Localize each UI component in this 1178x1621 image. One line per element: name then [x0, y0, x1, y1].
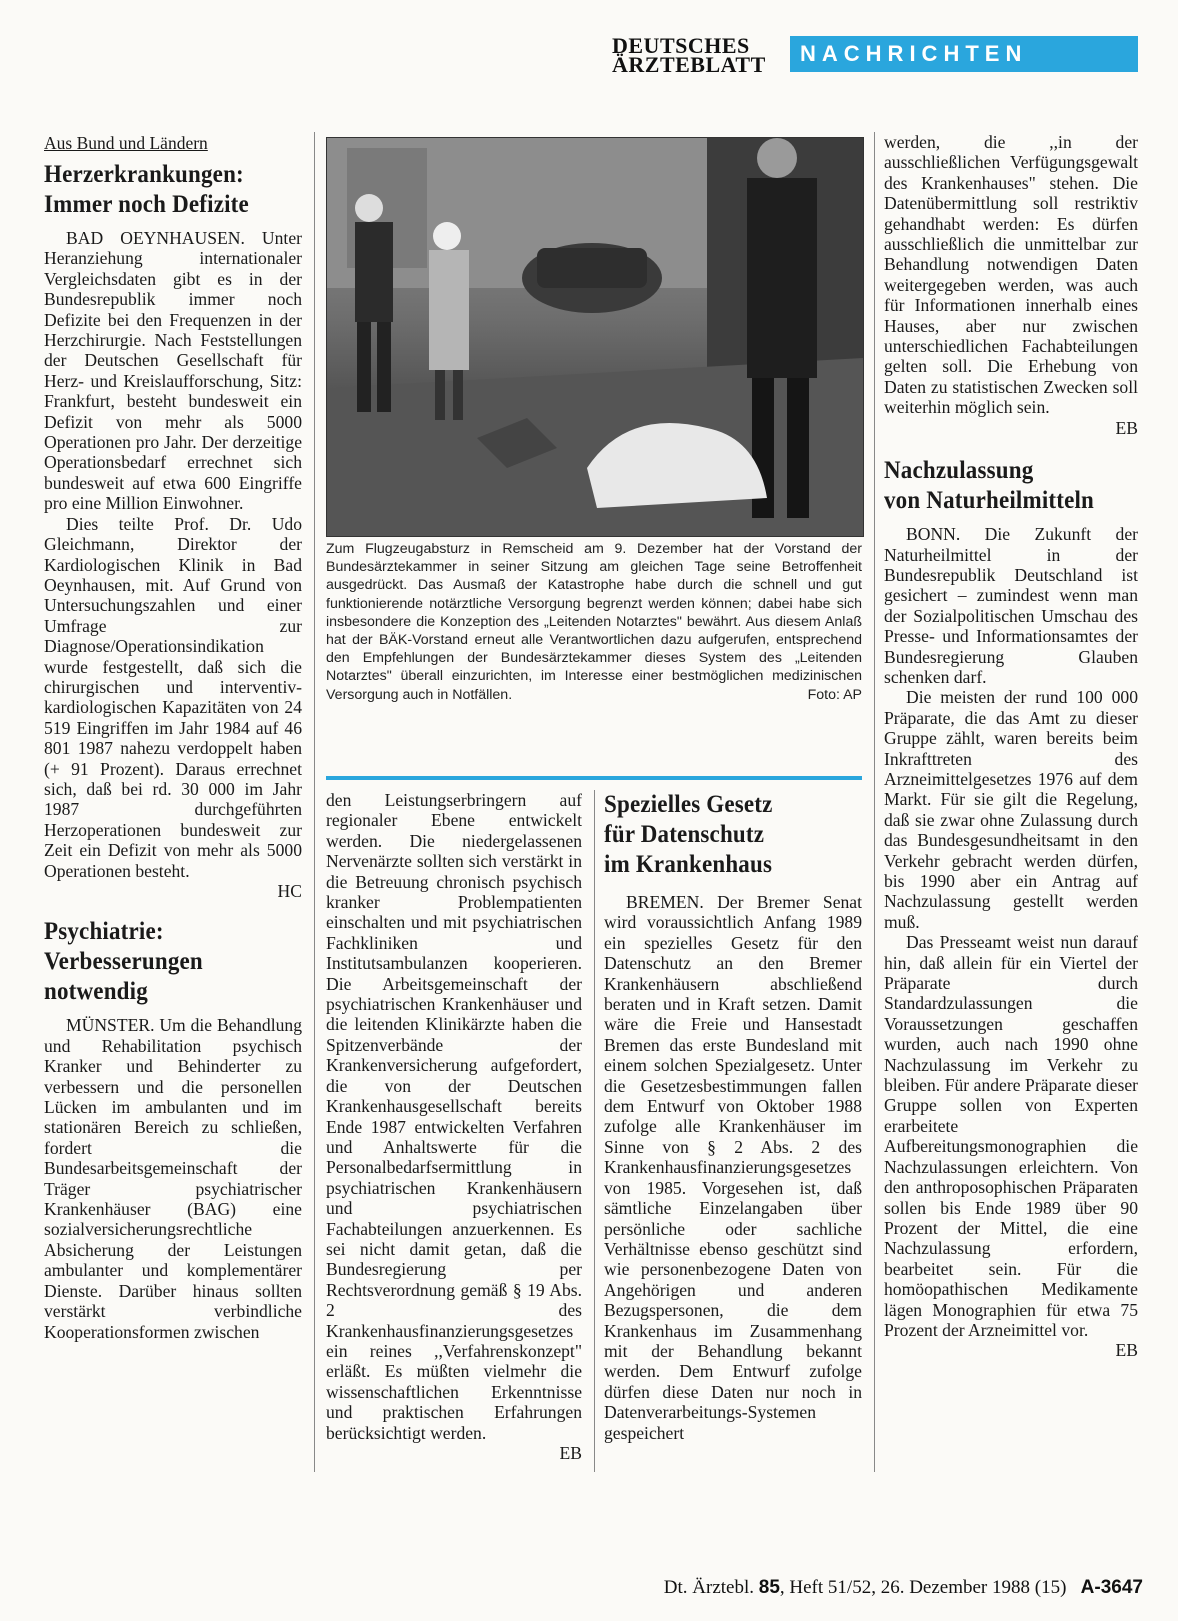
author-sign: HC: [277, 881, 302, 901]
kicker: Aus Bund und Ländern: [44, 133, 208, 153]
photo-illustration: [327, 138, 863, 536]
headline-line: für Datenschutz: [604, 821, 765, 848]
headline-line: Nachzulassung: [884, 457, 1034, 485]
author-sign: EB: [559, 1443, 582, 1463]
headline-line: von Naturheilmitteln: [884, 487, 1095, 515]
caption-text: Zum Flugzeugabsturz in Remscheid am 9. Dezember hat der Vorstand der Bundesärztekammer in seiner Sitzung am gleichen Tage seine Betroffenheit ausgedrückt. Das Ausmaß der Katastrophe habe durch die schnell und gut funktionierende notärztliche Versorgung begrenzt werden können; dabei habe sich insbesondere die Konzeption des „Leitenden Notarztes" bewährt. Aus diesem Anlaß hat der BÄK-Vorstand erneut alle Verantwortlichen dazu aufgerufen, entsprechend den Empfehlungen der Bundesärztekammer dieses System des „Leitenden Notarztes" überall einzurichten, im Interesse einer bestmöglichen medizinischen Versorgung auch in Notfällen.: [326, 541, 862, 703]
article-paragraph: werden, die ,,in der ausschließlichen Verfügungsgewalt des Krankenhauses" stehen. Die Datenübermittlung soll restriktiv gehandhabt werden: Es dürfen ausschließlich die unmittelbar zur Behandlung notwendigen Daten weitergegeben werden, was auch für Informationen innerhalb eines Hauses, aber nur zwischen unterschiedlichen Fachabteilungen gelten soll. Die Erhebung von Daten zu statistischen Zwecken soll weiterhin möglich sein.: [884, 132, 1138, 418]
headline-line: Herzerkrankungen:: [44, 161, 244, 188]
column-divider: [874, 132, 875, 1472]
article-paragraph: BONN. Die Zukunft der Naturheilmittel in der Bundesrepublik Deutschland ist gesichert – zumindest wenn man der Sozialpolitischen Umschau des Presse- und Informationsamtes der Bundesregierung Glauben schenken darf.: [884, 524, 1138, 687]
headline-line: Verbesserungen: [44, 948, 203, 976]
photo-caption: [326, 540, 862, 704]
article-paragraph: Dies teilte Prof. Dr. Udo Gleichmann, Direktor der Kardiologischen Klinik in Bad Oeynhausen, mit. Auf Grund von Untersuchungszahlen und einer Umfrage zur Diagnose/Operationsindikation wurde festgestellt, daß sich die chirurgischen und interventiv-kardiologischen Kapazitäten von 24 519 Eingriffen im Jahr 1984 auf 46 801 1987 nahezu verdoppelt haben (+ 91 Prozent). Daraus errechnet sich, daß bei rd. 30 000 im Jahr 1987 durchgeführten Herzoperationen bundesweit zur Zeit ein Defizit von mehr als 5000 Operationen besteht.: [44, 513, 302, 881]
headline-line: Spezielles Gesetz: [604, 791, 773, 818]
article-paragraph: MÜNSTER. Um die Behandlung und Rehabilitation psychisch Kranker und Behinderter zu verbessern und die personellen Lücken im ambulanten und im stationären Bereich zu schließen, fordert die Bundesarbeitsgemeinschaft der Träger psychiatrischer Krankenhäuser (BAG) eine sozialversicherungsrechtliche Absicherung der Leistungen ambulanter und komplementärer Dienste. Darüber hinaus sollten verstärkt verbindliche Kooperationsformen zwischen: [44, 1015, 302, 1342]
headline-line: Immer noch Defizite: [44, 191, 249, 218]
column-1: [44, 132, 302, 1342]
headline-psychiatrie: [44, 917, 281, 1007]
column-divider: [594, 790, 595, 1472]
headline-line: im Krankenhaus: [604, 851, 773, 878]
headline-herzerkrankungen: [44, 160, 281, 220]
article-paragraph: den Leistungserbringern auf regionaler Ebene entwickelt werden. Die niedergelassenen Nervenärzte sollten sich verstärkt in die Betreuung chronisch psychisch kranker Problempatienten einschalten und mit psychiatrischen Fachkliniken und Institutsambulanzen kooperieren. Die Arbeitsgemeinschaft der psychiatrischen Krankenhäuser und die leitenden Klinikärzte haben die Spitzenverbände der Krankenversicherung aufgefordert, die von der Deutschen Krankenhausgesellschaft bereits Ende 1987 entwickelten Verfahren und Anhaltswerte für die Personalbedarfsermittlung in psychiatrischen Krankenhäusern und psychiatrischen Fachabteilungen anzuerkennen. Es sei nicht damit getan, daß die Bundesregierung per Rechtsverordnung gemäß § 19 Abs. 2 des Krankenhausfinanzierungsgesetzes ein reines ,,Verfahrenskonzept" erläßt. Es müßten vielmehr die wissenschaftlichen Erkenntnisse und praktischen Erfahrungen berücksichtigt werden.: [326, 790, 582, 1443]
column-4: [884, 132, 1138, 1361]
photo-credit: Foto: AP: [807, 686, 862, 703]
article-paragraph: Das Presseamt weist nun darauf hin, daß allein für ein Viertel der Präparate durch Standardzulassungen die Voraussetzungen geschaffen wurden, auch nach 1990 ohne Nachzulassung im Verkehr zu bleiben. Für andere Präparate dieser Gruppe sollen von Experten erarbeitete Aufbereitungsmonographien die Nachzulassungen erleichtern. Von den anthroposophischen Präparaten sollen bis Ende 1989 über 90 Prozent der Mittel, die eine Nachzulassung erfordern, bearbeitet sein. Für die homöopathischen Medikamente lägen Monographien für etwa 75 Prozent der Arzneimittel vor.: [884, 932, 1138, 1340]
headline-datenschutz: [604, 790, 841, 880]
column-2: [326, 790, 582, 1463]
brand-line-2: ÄRZTEBLATT: [612, 52, 766, 77]
brand-line-1: DEUTSCHES: [612, 33, 750, 58]
page-footer: [553, 1576, 1143, 1600]
footer-volume: 85: [758, 1577, 780, 1598]
author-sign: EB: [1115, 1340, 1138, 1361]
author-sign: EB: [1115, 417, 1138, 438]
column-divider: [314, 132, 315, 1472]
blue-divider: [326, 776, 862, 780]
footer-page-number: A-3647: [1080, 1577, 1143, 1598]
masthead-brand: [612, 33, 782, 77]
column-3: [604, 790, 862, 1443]
footer-citation: Dt. Ärztebl.: [663, 1577, 755, 1598]
footer-issue: , Heft 51/52, 26. Dezember 1988 (15): [779, 1577, 1067, 1598]
headline-line: Psychiatrie:: [44, 918, 164, 946]
headline-line: notwendig: [44, 978, 148, 1006]
article-paragraph: BAD OEYNHAUSEN. Unter Heranziehung internationaler Vergleichsdaten gibt es in der Bundesrepublik immer noch Defizite bei den Frequenzen in der Herzchirurgie. Nach Feststellungen der Deutschen Gesellschaft für Herz- und Kreislaufforschung, Sitz: Frankfurt, besteht bundesweit ein Defizit von mehr als 5000 Operationen pro Jahr. Der derzeitige Operationsbedarf errechnet sich bundesweit auf etwa 600 Eingriffe pro eine Million Einwohner.: [44, 228, 302, 514]
news-photo: [326, 137, 864, 537]
section-banner: NACHRICHTEN: [790, 36, 1138, 72]
article-paragraph: BREMEN. Der Bremer Senat wird voraussichtlich Anfang 1989 ein spezielles Gesetz für den Datenschutz an den Bremer Krankenhäusern abschließend beraten und in Kraft setzen. Damit wäre die Freie und Hansestadt Bremen das erste Bundesland mit einem solchen Spezialgesetz. Unter die Gesetzesbestimmungen fallen dem Entwurf von Oktober 1988 zufolge alle Krankenhäuser im Sinne von § 2 Abs. 2 des Krankenhausfinanzierungsgesetzes von 1985. Vorgesehen ist, daß sämtliche Einzelangaben über persönliche oder sachliche Verhältnisse ebenso geschützt sind wie personenbezogene Daten von Angehörigen und anderen Bezugspersonen, die dem Krankenhaus im Zusammenhang mit der Behandlung bekannt werden. Dem Entwurf zufolge dürfen diese Daten nur noch in Datenverarbeitungs-Systemen gespeichert: [604, 892, 862, 1443]
article-paragraph: Die meisten der rund 100 000 Präparate, die das Amt zu dieser Gruppe zählt, waren bereits beim Inkrafttreten des Arzneimittelgesetzes 1976 auf dem Markt. Für sie gilt die Regelung, daß sie zwar ohne Zulassung durch das Bundesgesundheitsamt in den Verkehr gebracht werden dürfen, bis 1990 aber ein Antrag auf Nachzulassung gestellt werden muß.: [884, 687, 1138, 932]
headline-naturheilmittel: [884, 456, 1118, 516]
